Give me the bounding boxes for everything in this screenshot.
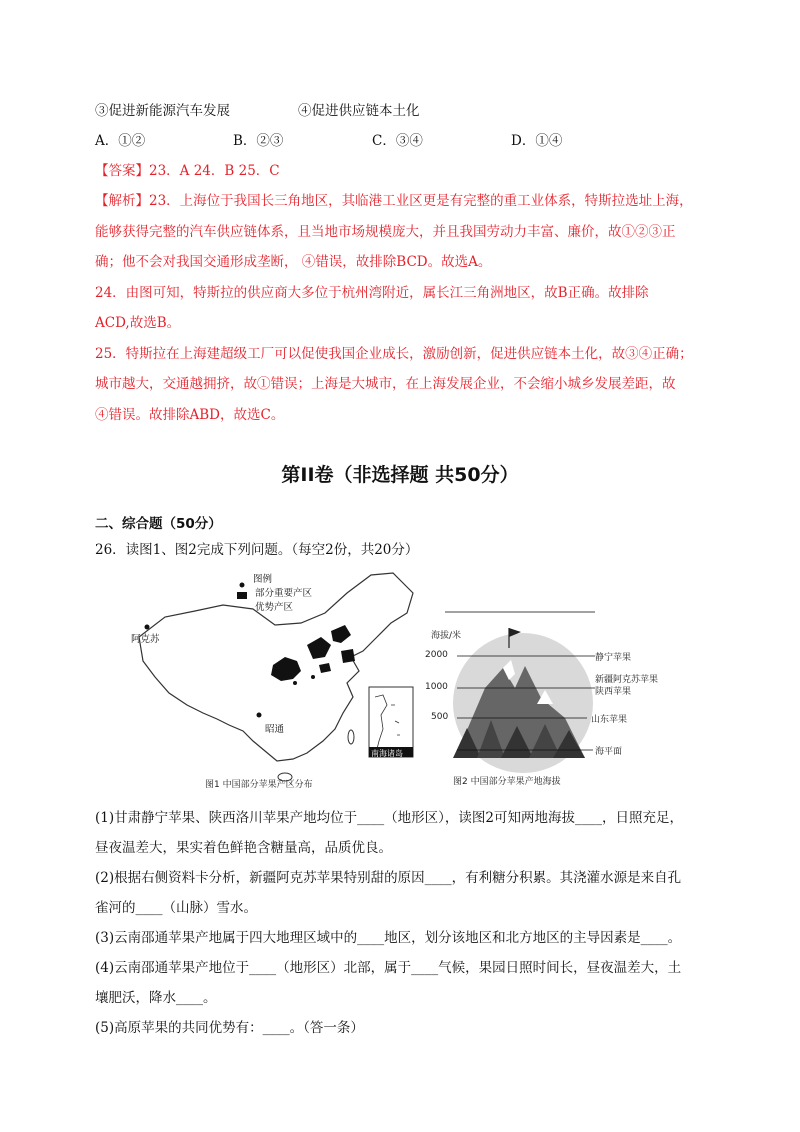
answer-text: 23．A 24．B 25．C xyxy=(149,163,280,179)
legend-rect-label: 优势产区 xyxy=(255,602,294,613)
dot-region-a xyxy=(293,681,297,685)
inset-label: 南海诸岛 xyxy=(371,749,403,758)
analysis-q24-line-1: 24．由图可知，特斯拉的供应商大多位于杭州湾附近，属长江三角洲地区，故B正确。故排除 xyxy=(95,285,649,301)
tick-2000: 2000 xyxy=(425,650,448,660)
analysis-tag: 【解析】 xyxy=(95,193,149,209)
analysis-q24-line-2: ACD,故选B。 xyxy=(95,315,181,331)
answer-tag: 【答案】 xyxy=(95,163,149,179)
label-jingning: 静宁苹果 xyxy=(595,653,632,663)
legend-dot-label: 部分重要产区 xyxy=(255,588,313,599)
question-5-line-1: (5)高原苹果的共同优势有：____。（答一条） xyxy=(95,1020,364,1036)
taiwan-island xyxy=(348,730,354,744)
place-zhaotong-label: 昭通 xyxy=(265,724,285,735)
choice-c: C．③④ xyxy=(372,133,423,149)
figure-1-map xyxy=(125,565,425,795)
section-title: 第II卷（非选择题 共50分） xyxy=(281,464,519,486)
analysis-q25-line-2: 城市越大，交通越拥挤，故①错误；上海是大城市，在上海发展企业，不会缩小城乡发展差距，故 xyxy=(95,376,676,392)
analysis-line-1 xyxy=(95,189,693,209)
figure-1-caption: 图1 中国部分苹果产区分布 xyxy=(205,780,313,790)
tick-500: 500 xyxy=(431,712,449,722)
choice-a: A．①② xyxy=(95,133,146,149)
figure-2-altitude xyxy=(425,608,665,793)
region-shandong xyxy=(341,649,355,663)
label-akesu: 新疆阿克苏苹果 xyxy=(595,675,659,685)
dot-region-b xyxy=(311,675,315,679)
analysis-q23-line-2: 能够获得完整的汽车供应链体系，且当地市场规模庞大，并且我国劳动力丰富、廉价，故①②③正 xyxy=(95,224,676,240)
question-4-line-1: (4)云南邵通苹果产地位于____（地形区）北部，属于____气候，果园日照时间长，昼夜温差大，土 xyxy=(95,960,682,976)
label-shaanxi: 陕西苹果 xyxy=(595,687,632,697)
analysis-q25-line-3: ④错误。故排除ABD，故选C。 xyxy=(95,407,285,423)
analysis-q23-line-1: 23．上海位于我国长三角地区，其临港工业区更是有完整的重工业体系，特斯拉选址上海， xyxy=(149,193,693,209)
inset-frame xyxy=(369,687,413,757)
question-2-line-2: 雀河的____（山脉）雪水。 xyxy=(95,900,257,916)
dot-akesu xyxy=(145,625,150,630)
choice-d: D．①④ xyxy=(511,133,563,149)
place-akesu-label: 阿克苏 xyxy=(131,634,160,645)
dot-zhaotong xyxy=(257,713,262,718)
legend-dot-marker xyxy=(240,583,245,588)
question-2-line-1: (2)根据右侧资料卡分析，新疆阿克苏苹果特别甜的原因____，有利糖分积累。其浇灌水源是来自孔 xyxy=(95,870,682,886)
option-4: ④促进供应链本土化 xyxy=(298,103,420,119)
legend-rect-marker xyxy=(237,592,247,599)
question-4-line-2: 壤肥沃，降水____。 xyxy=(95,990,217,1006)
tick-1000: 1000 xyxy=(425,682,448,692)
legend-title: 图例 xyxy=(253,574,273,585)
analysis-q25-line-1: 25．特斯拉在上海建超级工厂可以促使我国企业成长，激励创新，促进供应链本土化，故③④正确； xyxy=(95,346,693,362)
question-26-intro: 26．读图1、图2完成下列问题。（每空2份，共20分） xyxy=(95,542,419,558)
question-1-line-2: 昼夜温差大，果实着色鲜艳含糖量高，品质优良。 xyxy=(95,840,392,856)
question-3-line-1: (3)云南邵通苹果产地属于四大地理区域中的____地区，划分该地区和北方地区的主导因素是____。 xyxy=(95,930,682,946)
label-shandong: 山东苹果 xyxy=(591,715,628,725)
label-sea-level: 海平面 xyxy=(595,747,623,757)
altitude-axis-title: 海拔/米 xyxy=(431,631,462,641)
figure-2-caption: 图2 中国部分苹果产地海拔 xyxy=(453,777,561,787)
choice-b: B．②③ xyxy=(233,133,284,149)
answer-line xyxy=(95,159,280,179)
option-3: ③促进新能源汽车发展 xyxy=(95,103,230,119)
analysis-q23-line-3: 确；他不会对我国交通形成垄断， ④错误，故排除BCD。故选A。 xyxy=(95,254,492,270)
question-1-line-1: (1)甘肃静宁苹果、陕西洛川苹果产地均位于____（地形区），读图2可知两地海拔____，日照充足， xyxy=(95,810,683,826)
section-heading: 二、综合题（50分） xyxy=(95,516,222,532)
